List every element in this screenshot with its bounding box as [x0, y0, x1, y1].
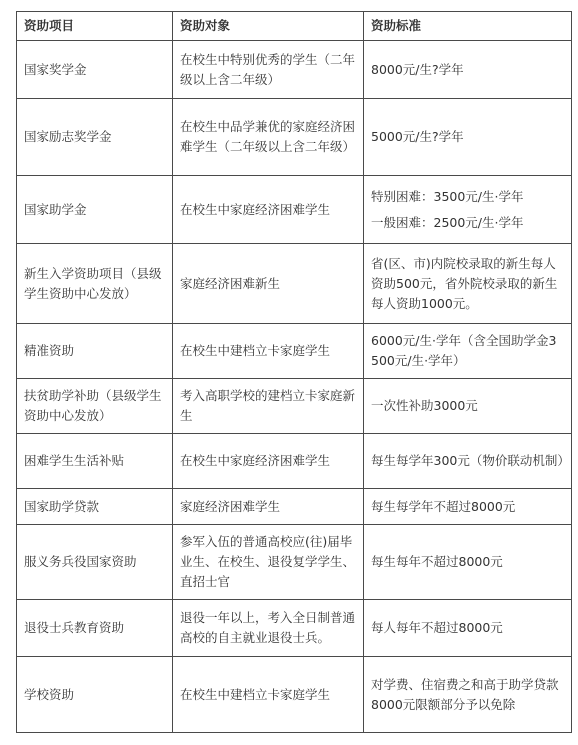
- cell-project: 精准资助: [17, 324, 173, 379]
- table-header-row: [17, 12, 572, 41]
- cell-target: 家庭经济困难新生: [173, 244, 364, 324]
- cell-project: 国家励志奖学金: [17, 99, 173, 176]
- cell-project: 国家助学贷款: [17, 489, 173, 525]
- cell-project: 服义务兵役国家资助: [17, 525, 173, 600]
- cell-standard: 省(区、市)内院校录取的新生每人资助500元，省外院校录取的新生每人资助1000元。: [364, 244, 572, 324]
- cell-project: 国家奖学金: [17, 41, 173, 99]
- cell-target: 在校生中品学兼优的家庭经济困难学生（二年级以上含二年级）: [173, 99, 364, 176]
- cell-standard: 一次性补助3000元: [364, 379, 572, 434]
- cell-standard: 每生每学年300元（物价联动机制）: [364, 434, 572, 489]
- cell-standard: 5000元/生?学年: [364, 99, 572, 176]
- table-row: [17, 434, 572, 489]
- cell-standard: 6000元/生·学年（含全国助学金3500元/生·学年）: [364, 324, 572, 379]
- table-row: [17, 41, 572, 99]
- table-row: [17, 379, 572, 434]
- cell-standard: 每生每年不超过8000元: [364, 525, 572, 600]
- cell-project: 扶贫助学补助（县级学生资助中心发放）: [17, 379, 173, 434]
- cell-target: 家庭经济困难学生: [173, 489, 364, 525]
- table-row: [17, 489, 572, 525]
- table-row: [17, 324, 572, 379]
- cell-standard: 对学费、住宿费之和高于助学贷款8000元限额部分予以免除: [364, 657, 572, 733]
- header-standard: 资助标准: [364, 12, 572, 41]
- cell-project: 学校资助: [17, 657, 173, 733]
- cell-standard: [364, 176, 572, 244]
- header-target: 资助对象: [173, 12, 364, 41]
- cell-project: 国家助学金: [17, 176, 173, 244]
- table-row: [17, 244, 572, 324]
- cell-target: 考入高职学校的建档立卡家庭新生: [173, 379, 364, 434]
- cell-target: 在校生中建档立卡家庭学生: [173, 657, 364, 733]
- table-row: [17, 176, 572, 244]
- standard-line: 特别困难：3500元/生·学年: [371, 188, 524, 204]
- cell-standard: 每人每年不超过8000元: [364, 600, 572, 657]
- cell-project: 新生入学资助项目（县级学生资助中心发放）: [17, 244, 173, 324]
- cell-project: 退役士兵教育资助: [17, 600, 173, 657]
- table-row: [17, 600, 572, 657]
- cell-target: 参军入伍的普通高校应(往)届毕业生、在校生、退役复学学生、直招士官: [173, 525, 364, 600]
- table-row: [17, 525, 572, 600]
- student-aid-table: [16, 11, 572, 733]
- cell-target: 退役一年以上，考入全日制普通高校的自主就业退役士兵。: [173, 600, 364, 657]
- cell-standard: 每生每学年不超过8000元: [364, 489, 572, 525]
- table-row: [17, 99, 572, 176]
- standard-line: 一般困难：2500元/生·学年: [371, 214, 524, 230]
- cell-target: 在校生中特别优秀的学生（二年级以上含二年级）: [173, 41, 364, 99]
- table-row: [17, 657, 572, 733]
- cell-target: 在校生中家庭经济困难学生: [173, 176, 364, 244]
- cell-standard: 8000元/生?学年: [364, 41, 572, 99]
- cell-target: 在校生中家庭经济困难学生: [173, 434, 364, 489]
- header-project: 资助项目: [17, 12, 173, 41]
- cell-project: 困难学生生活补贴: [17, 434, 173, 489]
- cell-target: 在校生中建档立卡家庭学生: [173, 324, 364, 379]
